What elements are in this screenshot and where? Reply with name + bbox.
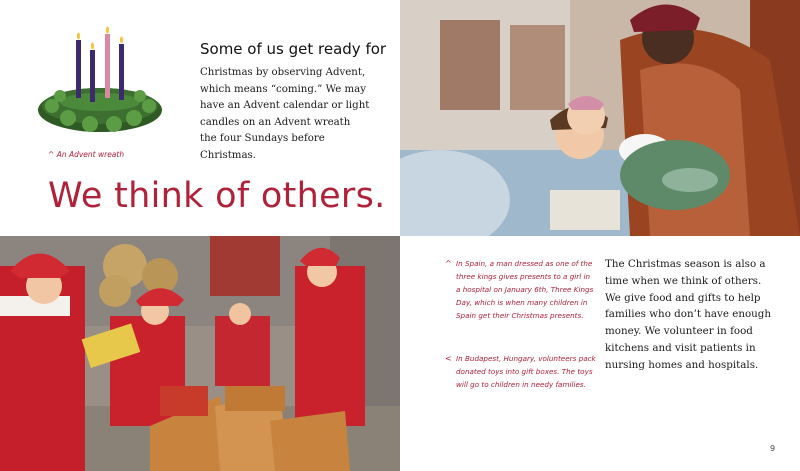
wreath-caption: ^ An Advent wreath (48, 150, 125, 159)
caption-arrow-icon: ^ (48, 150, 55, 159)
caption-arrow-icon: < (445, 354, 452, 363)
page-number: 9 (770, 444, 776, 453)
page-title: We think of others. (48, 176, 386, 216)
spain-hospital-photo (400, 0, 800, 236)
advent-wreath-image (30, 22, 170, 142)
budapest-photo-caption: < In Budapest, Hungary, volunteers pack donated toys into gift boxes. The toys will go to children in needy families. (445, 354, 596, 389)
advent-body-text: Christmas by observing Advent, which means “coming.” We may have an Advent calendar or light candles on an Advent wreath the four Sundays before Christmas. (200, 67, 370, 161)
budapest-volunteers-photo (0, 236, 400, 471)
spain-photo-caption: ^ In Spain, a man dressed as one of the three kings gives presents to a girl in a hospital on January 6th, Three Kings Day, which is when many children in Spain get their Christmas presents. (445, 259, 594, 320)
season-body-text: The Christmas season is also a time when we think of others. We give food and gifts to help families who don’t have enough money. We volunteer in food kitchens and visit patients in nursing homes and hospitals. (605, 258, 772, 371)
caption-arrow-icon: ^ (445, 259, 452, 268)
advent-heading: Some of us get ready for (200, 40, 387, 58)
